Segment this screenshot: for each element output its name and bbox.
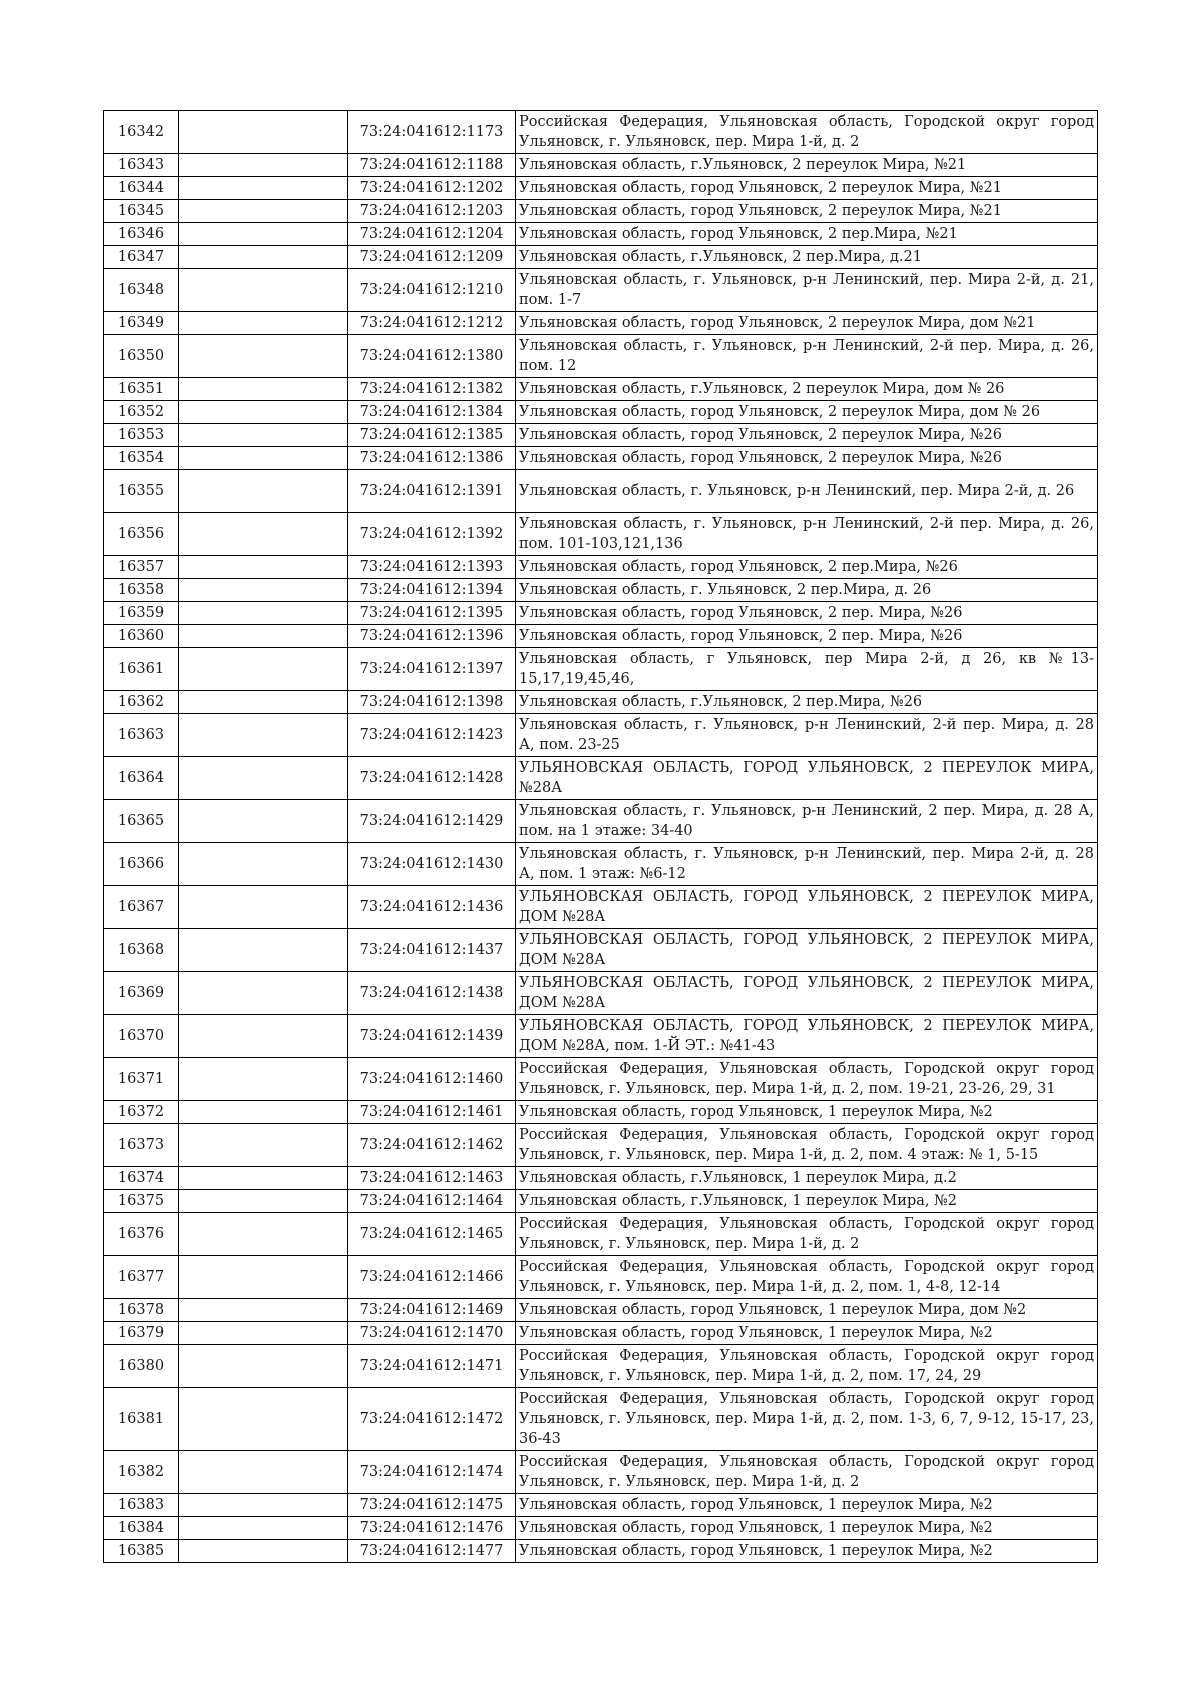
empty-cell [179, 111, 348, 154]
empty-cell [179, 556, 348, 579]
address-cell: Ульяновская область, г.Ульяновск, 1 переулок Мира, №2 [516, 1190, 1098, 1213]
empty-cell [179, 1015, 348, 1058]
empty-cell [179, 1213, 348, 1256]
address-cell: УЛЬЯНОВСКАЯ ОБЛАСТЬ, ГОРОД УЛЬЯНОВСК, 2 ПЕРЕУЛОК МИРА, ДОМ №28А [516, 972, 1098, 1015]
cadastral-number-cell: 73:24:041612:1466 [348, 1256, 516, 1299]
address-cell: Ульяновская область, г.Ульяновск, 1 переулок Мира, д.2 [516, 1167, 1098, 1190]
cadastral-number-cell: 73:24:041612:1203 [348, 200, 516, 223]
table-row [104, 929, 1098, 972]
row-number-cell: 16365 [104, 800, 179, 843]
table-row [104, 1124, 1098, 1167]
address-cell: Российская Федерация, Ульяновская область, Городской округ город Ульяновск, г. Ульяновск, пер. Мира 1-й, д. 2 [516, 1213, 1098, 1256]
row-number-cell: 16383 [104, 1494, 179, 1517]
row-number-cell: 16354 [104, 447, 179, 470]
cadastral-number-cell: 73:24:041612:1463 [348, 1167, 516, 1190]
table-row [104, 1322, 1098, 1345]
empty-cell [179, 312, 348, 335]
cadastral-number-cell: 73:24:041612:1394 [348, 579, 516, 602]
address-cell: Российская Федерация, Ульяновская область, Городской округ город Ульяновск, г. Ульяновск, пер. Мира 1-й, д. 2, пом. 1-3, 6, 7, 9-12, 15-17, 23, 36-43 [516, 1388, 1098, 1451]
row-number-cell: 16364 [104, 757, 179, 800]
address-cell: Ульяновская область, г. Ульяновск, 2 пер.Мира, д. 26 [516, 579, 1098, 602]
cadastral-number-cell: 73:24:041612:1476 [348, 1517, 516, 1540]
row-number-cell: 16348 [104, 269, 179, 312]
table-row [104, 513, 1098, 556]
empty-cell [179, 691, 348, 714]
address-cell: Ульяновская область, г.Ульяновск, 2 пер.Мира, №26 [516, 691, 1098, 714]
cadastral-number-cell: 73:24:041612:1380 [348, 335, 516, 378]
cadastral-number-cell: 73:24:041612:1439 [348, 1015, 516, 1058]
row-number-cell: 16381 [104, 1388, 179, 1451]
cadastral-number-cell: 73:24:041612:1382 [348, 378, 516, 401]
row-number-cell: 16357 [104, 556, 179, 579]
cadastral-number-cell: 73:24:041612:1393 [348, 556, 516, 579]
table-row [104, 269, 1098, 312]
cadastral-number-cell: 73:24:041612:1436 [348, 886, 516, 929]
empty-cell [179, 886, 348, 929]
row-number-cell: 16362 [104, 691, 179, 714]
cadastral-number-cell: 73:24:041612:1202 [348, 177, 516, 200]
cadastral-number-cell: 73:24:041612:1398 [348, 691, 516, 714]
cadastral-number-cell: 73:24:041612:1423 [348, 714, 516, 757]
address-cell: Ульяновская область, город Ульяновск, 2 переулок Мира, №21 [516, 177, 1098, 200]
address-cell: Ульяновская область, город Ульяновск, 1 переулок Мира, №2 [516, 1101, 1098, 1124]
empty-cell [179, 648, 348, 691]
empty-cell [179, 1058, 348, 1101]
empty-cell [179, 269, 348, 312]
row-number-cell: 16379 [104, 1322, 179, 1345]
row-number-cell: 16360 [104, 625, 179, 648]
cadastral-number-cell: 73:24:041612:1395 [348, 602, 516, 625]
table-row [104, 424, 1098, 447]
row-number-cell: 16378 [104, 1299, 179, 1322]
registry-table [103, 110, 1098, 1563]
row-number-cell: 16350 [104, 335, 179, 378]
empty-cell [179, 972, 348, 1015]
table-row [104, 246, 1098, 269]
row-number-cell: 16366 [104, 843, 179, 886]
table-row [104, 800, 1098, 843]
table-row [104, 1299, 1098, 1322]
address-cell: УЛЬЯНОВСКАЯ ОБЛАСТЬ, ГОРОД УЛЬЯНОВСК, 2 ПЕРЕУЛОК МИРА, ДОМ №28А [516, 929, 1098, 972]
table-row [104, 757, 1098, 800]
table-row [104, 886, 1098, 929]
row-number-cell: 16347 [104, 246, 179, 269]
row-number-cell: 16344 [104, 177, 179, 200]
row-number-cell: 16373 [104, 1124, 179, 1167]
table-row [104, 648, 1098, 691]
cadastral-number-cell: 73:24:041612:1396 [348, 625, 516, 648]
empty-cell [179, 335, 348, 378]
row-number-cell: 16377 [104, 1256, 179, 1299]
table-row [104, 1494, 1098, 1517]
address-cell: Ульяновская область, город Ульяновск, 2 пер. Мира, №26 [516, 602, 1098, 625]
address-cell: Ульяновская область, город Ульяновск, 1 переулок Мира, №2 [516, 1494, 1098, 1517]
address-cell: Ульяновская область, город Ульяновск, 1 переулок Мира, №2 [516, 1517, 1098, 1540]
table-row [104, 312, 1098, 335]
address-cell: Ульяновская область, город Ульяновск, 1 переулок Мира, дом №2 [516, 1299, 1098, 1322]
address-cell: Ульяновская область, город Ульяновск, 2 переулок Мира, дом №21 [516, 312, 1098, 335]
cadastral-number-cell: 73:24:041612:1173 [348, 111, 516, 154]
empty-cell [179, 513, 348, 556]
table-row [104, 1101, 1098, 1124]
row-number-cell: 16375 [104, 1190, 179, 1213]
row-number-cell: 16343 [104, 154, 179, 177]
row-number-cell: 16372 [104, 1101, 179, 1124]
empty-cell [179, 154, 348, 177]
table-row [104, 470, 1098, 513]
cadastral-number-cell: 73:24:041612:1438 [348, 972, 516, 1015]
table-row [104, 1058, 1098, 1101]
cadastral-number-cell: 73:24:041612:1397 [348, 648, 516, 691]
empty-cell [179, 424, 348, 447]
row-number-cell: 16371 [104, 1058, 179, 1101]
empty-cell [179, 579, 348, 602]
table-row [104, 335, 1098, 378]
address-cell: Ульяновская область, город Ульяновск, 1 переулок Мира, №2 [516, 1322, 1098, 1345]
empty-cell [179, 1451, 348, 1494]
row-number-cell: 16376 [104, 1213, 179, 1256]
row-number-cell: 16385 [104, 1540, 179, 1563]
table-row [104, 111, 1098, 154]
empty-cell [179, 1494, 348, 1517]
table-row [104, 223, 1098, 246]
table-row [104, 1213, 1098, 1256]
address-cell: Ульяновская область, г. Ульяновск, р-н Ленинский, пер. Мира 2-й, д. 28 А, пом. 1 этаж: №6-12 [516, 843, 1098, 886]
cadastral-number-cell: 73:24:041612:1474 [348, 1451, 516, 1494]
address-cell: Ульяновская область, город Ульяновск, 2 переулок Мира, №26 [516, 424, 1098, 447]
cadastral-number-cell: 73:24:041612:1385 [348, 424, 516, 447]
table-row [104, 579, 1098, 602]
row-number-cell: 16368 [104, 929, 179, 972]
row-number-cell: 16369 [104, 972, 179, 1015]
table-row [104, 154, 1098, 177]
cadastral-number-cell: 73:24:041612:1472 [348, 1388, 516, 1451]
address-cell: Российская Федерация, Ульяновская область, Городской округ город Ульяновск, г. Ульяновск, пер. Мира 1-й, д. 2, пом. 19-21, 23-26, 29, 31 [516, 1058, 1098, 1101]
empty-cell [179, 1388, 348, 1451]
address-cell: Ульяновская область, г. Ульяновск, р-н Ленинский, 2-й пер. Мира, д. 26, пом. 101-103,121,136 [516, 513, 1098, 556]
address-cell: Ульяновская область, г. Ульяновск, р-н Ленинский, 2-й пер. Мира, д. 26, пом. 12 [516, 335, 1098, 378]
empty-cell [179, 470, 348, 513]
cadastral-number-cell: 73:24:041612:1469 [348, 1299, 516, 1322]
row-number-cell: 16351 [104, 378, 179, 401]
cadastral-number-cell: 73:24:041612:1465 [348, 1213, 516, 1256]
empty-cell [179, 757, 348, 800]
cadastral-number-cell: 73:24:041612:1386 [348, 447, 516, 470]
cadastral-number-cell: 73:24:041612:1460 [348, 1058, 516, 1101]
row-number-cell: 16361 [104, 648, 179, 691]
row-number-cell: 16349 [104, 312, 179, 335]
cadastral-number-cell: 73:24:041612:1188 [348, 154, 516, 177]
cadastral-number-cell: 73:24:041612:1204 [348, 223, 516, 246]
address-cell: Ульяновская область, г. Ульяновск, р-н Ленинский, пер. Мира 2-й, д. 21, пом. 1-7 [516, 269, 1098, 312]
row-number-cell: 16359 [104, 602, 179, 625]
empty-cell [179, 625, 348, 648]
empty-cell [179, 1256, 348, 1299]
empty-cell [179, 714, 348, 757]
address-cell: Российская Федерация, Ульяновская область, Городской округ город Ульяновск, г. Ульяновск, пер. Мира 1-й, д. 2, пом. 17, 24, 29 [516, 1345, 1098, 1388]
cadastral-number-cell: 73:24:041612:1210 [348, 269, 516, 312]
address-cell: УЛЬЯНОВСКАЯ ОБЛАСТЬ, ГОРОД УЛЬЯНОВСК, 2 ПЕРЕУЛОК МИРА, ДОМ №28А, пом. 1-Й ЭТ.: №41-43 [516, 1015, 1098, 1058]
address-cell: Ульяновская область, город Ульяновск, 2 пер.Мира, №21 [516, 223, 1098, 246]
empty-cell [179, 246, 348, 269]
cadastral-number-cell: 73:24:041612:1209 [348, 246, 516, 269]
empty-cell [179, 1167, 348, 1190]
table-row [104, 1256, 1098, 1299]
address-cell: Российская Федерация, Ульяновская область, Городской округ город Ульяновск, г. Ульяновск, пер. Мира 1-й, д. 2, пом. 4 этаж: № 1, 5-15 [516, 1124, 1098, 1167]
table-row [104, 625, 1098, 648]
address-cell: УЛЬЯНОВСКАЯ ОБЛАСТЬ, ГОРОД УЛЬЯНОВСК, 2 ПЕРЕУЛОК МИРА, ДОМ №28А [516, 886, 1098, 929]
row-number-cell: 16352 [104, 401, 179, 424]
row-number-cell: 16374 [104, 1167, 179, 1190]
empty-cell [179, 1101, 348, 1124]
cadastral-number-cell: 73:24:041612:1464 [348, 1190, 516, 1213]
cadastral-number-cell: 73:24:041612:1429 [348, 800, 516, 843]
address-cell: Ульяновская область, г Ульяновск, пер Мира 2-й, д 26, кв №13-15,17,19,45,46, [516, 648, 1098, 691]
address-cell: Ульяновская область, г.Ульяновск, 2 переулок Мира, дом № 26 [516, 378, 1098, 401]
table-row [104, 1388, 1098, 1451]
address-cell: Ульяновская область, город Ульяновск, 2 переулок Мира, дом № 26 [516, 401, 1098, 424]
address-cell: Ульяновская область, город Ульяновск, 2 переулок Мира, №21 [516, 200, 1098, 223]
registry-table-body [104, 111, 1098, 1563]
row-number-cell: 16380 [104, 1345, 179, 1388]
cadastral-number-cell: 73:24:041612:1212 [348, 312, 516, 335]
table-row [104, 1517, 1098, 1540]
address-cell: Ульяновская область, г.Ульяновск, 2 пер.Мира, д.21 [516, 246, 1098, 269]
table-row [104, 1345, 1098, 1388]
table-row [104, 1167, 1098, 1190]
empty-cell [179, 929, 348, 972]
row-number-cell: 16356 [104, 513, 179, 556]
empty-cell [179, 1517, 348, 1540]
row-number-cell: 16342 [104, 111, 179, 154]
empty-cell [179, 843, 348, 886]
empty-cell [179, 602, 348, 625]
row-number-cell: 16355 [104, 470, 179, 513]
empty-cell [179, 1190, 348, 1213]
cadastral-number-cell: 73:24:041612:1462 [348, 1124, 516, 1167]
cadastral-number-cell: 73:24:041612:1437 [348, 929, 516, 972]
empty-cell [179, 200, 348, 223]
address-cell: Ульяновская область, город Ульяновск, 2 пер.Мира, №26 [516, 556, 1098, 579]
address-cell: Ульяновская область, город Ульяновск, 2 переулок Мира, №26 [516, 447, 1098, 470]
address-cell: Ульяновская область, город Ульяновск, 2 пер. Мира, №26 [516, 625, 1098, 648]
table-row [104, 1451, 1098, 1494]
address-cell: Российская Федерация, Ульяновская область, Городской округ город Ульяновск, г. Ульяновск, пер. Мира 1-й, д. 2 [516, 1451, 1098, 1494]
empty-cell [179, 1540, 348, 1563]
table-row [104, 602, 1098, 625]
table-row [104, 714, 1098, 757]
table-row [104, 401, 1098, 424]
address-cell: УЛЬЯНОВСКАЯ ОБЛАСТЬ, ГОРОД УЛЬЯНОВСК, 2 ПЕРЕУЛОК МИРА, №28А [516, 757, 1098, 800]
row-number-cell: 16382 [104, 1451, 179, 1494]
empty-cell [179, 378, 348, 401]
empty-cell [179, 447, 348, 470]
empty-cell [179, 1322, 348, 1345]
empty-cell [179, 1299, 348, 1322]
row-number-cell: 16370 [104, 1015, 179, 1058]
table-row [104, 843, 1098, 886]
empty-cell [179, 177, 348, 200]
empty-cell [179, 800, 348, 843]
address-cell: Ульяновская область, г. Ульяновск, р-н Ленинский, 2-й пер. Мира, д. 28 А, пом. 23-25 [516, 714, 1098, 757]
table-row [104, 378, 1098, 401]
address-cell: Ульяновская область, город Ульяновск, 1 переулок Мира, №2 [516, 1540, 1098, 1563]
cadastral-number-cell: 73:24:041612:1477 [348, 1540, 516, 1563]
address-cell: Ульяновская область, г. Ульяновск, р-н Ленинский, пер. Мира 2-й, д. 26 [516, 470, 1098, 513]
cadastral-number-cell: 73:24:041612:1471 [348, 1345, 516, 1388]
row-number-cell: 16353 [104, 424, 179, 447]
address-cell: Российская Федерация, Ульяновская область, Городской округ город Ульяновск, г. Ульяновск, пер. Мира 1-й, д. 2 [516, 111, 1098, 154]
cadastral-number-cell: 73:24:041612:1391 [348, 470, 516, 513]
table-row [104, 177, 1098, 200]
table-row [104, 556, 1098, 579]
address-cell: Российская Федерация, Ульяновская область, Городской округ город Ульяновск, г. Ульяновск, пер. Мира 1-й, д. 2, пом. 1, 4-8, 12-14 [516, 1256, 1098, 1299]
empty-cell [179, 223, 348, 246]
row-number-cell: 16346 [104, 223, 179, 246]
cadastral-number-cell: 73:24:041612:1430 [348, 843, 516, 886]
row-number-cell: 16367 [104, 886, 179, 929]
address-cell: Ульяновская область, г. Ульяновск, р-н Ленинский, 2 пер. Мира, д. 28 А, пом. на 1 этаже: 34-40 [516, 800, 1098, 843]
cadastral-number-cell: 73:24:041612:1470 [348, 1322, 516, 1345]
empty-cell [179, 1345, 348, 1388]
row-number-cell: 16358 [104, 579, 179, 602]
table-row [104, 1540, 1098, 1563]
address-cell: Ульяновская область, г.Ульяновск, 2 переулок Мира, №21 [516, 154, 1098, 177]
cadastral-number-cell: 73:24:041612:1461 [348, 1101, 516, 1124]
cadastral-number-cell: 73:24:041612:1475 [348, 1494, 516, 1517]
empty-cell [179, 401, 348, 424]
cadastral-number-cell: 73:24:041612:1384 [348, 401, 516, 424]
row-number-cell: 16363 [104, 714, 179, 757]
table-row [104, 1190, 1098, 1213]
table-row [104, 691, 1098, 714]
cadastral-number-cell: 73:24:041612:1428 [348, 757, 516, 800]
table-row [104, 972, 1098, 1015]
table-row [104, 1015, 1098, 1058]
table-row [104, 200, 1098, 223]
empty-cell [179, 1124, 348, 1167]
row-number-cell: 16345 [104, 200, 179, 223]
cadastral-number-cell: 73:24:041612:1392 [348, 513, 516, 556]
row-number-cell: 16384 [104, 1517, 179, 1540]
table-row [104, 447, 1098, 470]
